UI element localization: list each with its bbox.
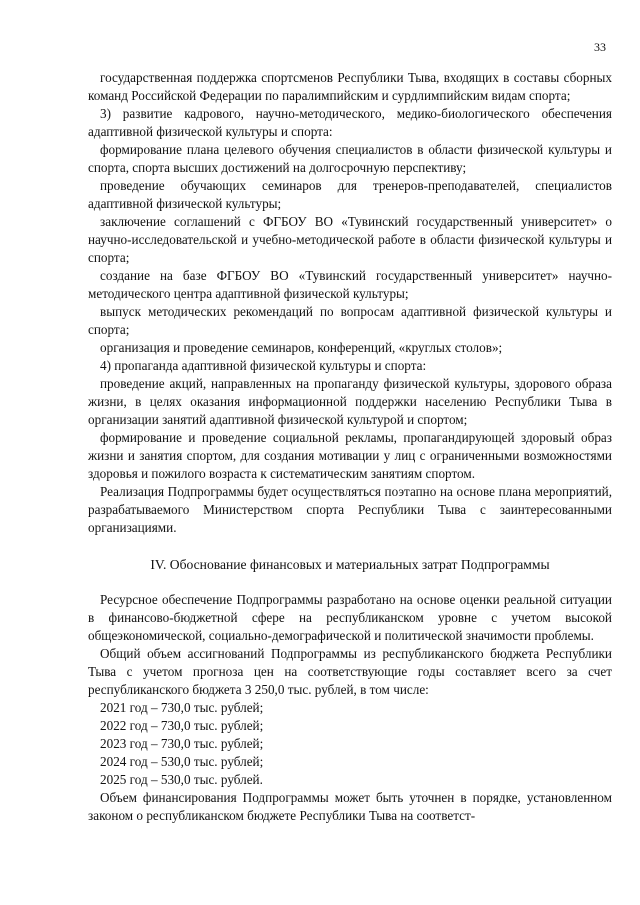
funding-year-line: 2021 год – 730,0 тыс. рублей; [100, 700, 264, 715]
paragraph: Объем финансирования Подпрограммы может быть уточнен в порядке, установленном законом о республиканском бюджете Республики Тыва на соответст- [88, 790, 612, 823]
funding-year-line: 2023 год – 730,0 тыс. рублей; [100, 736, 264, 751]
paragraph: создание на базе ФГБОУ ВО «Тувинский государственный университет» научно-методического центра адаптивной физической культуры; [88, 268, 612, 301]
paragraph: выпуск методических рекомендаций по вопросам адаптивной физической культуры и спорта; [88, 304, 612, 337]
paragraph: 3) развитие кадрового, научно-методического, медико-биологического обеспечения адаптивной физической культуры и спорта: [88, 106, 612, 139]
paragraph: Ресурсное обеспечение Подпрограммы разработано на основе оценки реальной ситуации в финансово-бюджетной сфере на республиканском уровне с учетом высокой общеэкономической, социально-демографической и политической значимости проблемы. [88, 592, 612, 643]
funding-year-line: 2024 год – 530,0 тыс. рублей; [100, 754, 264, 769]
paragraph: формирование плана целевого обучения специалистов в области физической культуры и спорта, спорта высших достижений на долгосрочную перспективу; [88, 142, 612, 175]
paragraph: заключение соглашений с ФГБОУ ВО «Тувинский государственный университет» о научно-исследовательской и учебно-методической работе в области физической культуры и спорта; [88, 214, 612, 265]
paragraph: проведение обучающих семинаров для тренеров-преподавателей, специалистов адаптивной физической культуры; [88, 178, 612, 211]
page-number: 33 [594, 40, 606, 54]
paragraph: формирование и проведение социальной рекламы, пропагандирующей здоровый образ жизни и занятия спортом, для создания мотивации у лиц с ограниченными возможностями здоровья и пожилого возраста к систематическим занятиям спортом. [88, 430, 612, 481]
paragraph: 4) пропаганда адаптивной физической культуры и спорта: [100, 358, 427, 373]
funding-year-line: 2025 год – 530,0 тыс. рублей. [100, 772, 263, 787]
document-body [88, 69, 612, 825]
paragraph: проведение акций, направленных на пропаганду физической культуры, здорового образа жизни, в целях оказания информационной поддержки населению Республики Тыва в организации занятий адаптивной физической культурой и спортом; [88, 376, 612, 427]
section-heading: IV. Обоснование финансовых и материальных затрат Подпрограммы [150, 557, 550, 572]
paragraph: государственная поддержка спортсменов Республики Тыва, входящих в составы сборных команд Российской Федерации по паралимпийским и сурдлимпийским видам спорта; [88, 70, 612, 103]
paragraph: Общий объем ассигнований Подпрограммы из республиканского бюджета Республики Тыва с учетом прогноза цен на соответствующие годы составляет всего за счет республиканского бюджета 3 250,0 тыс. рублей, в том числе: [88, 646, 612, 697]
paragraph: организация и проведение семинаров, конференций, «круглых столов»; [100, 340, 503, 355]
paragraph: Реализация Подпрограммы будет осуществляться поэтапно на основе плана мероприятий, разрабатываемого Министерством спорта Республики Тыва с заинтересованными организациями. [88, 484, 612, 535]
funding-year-line: 2022 год – 730,0 тыс. рублей; [100, 718, 264, 733]
